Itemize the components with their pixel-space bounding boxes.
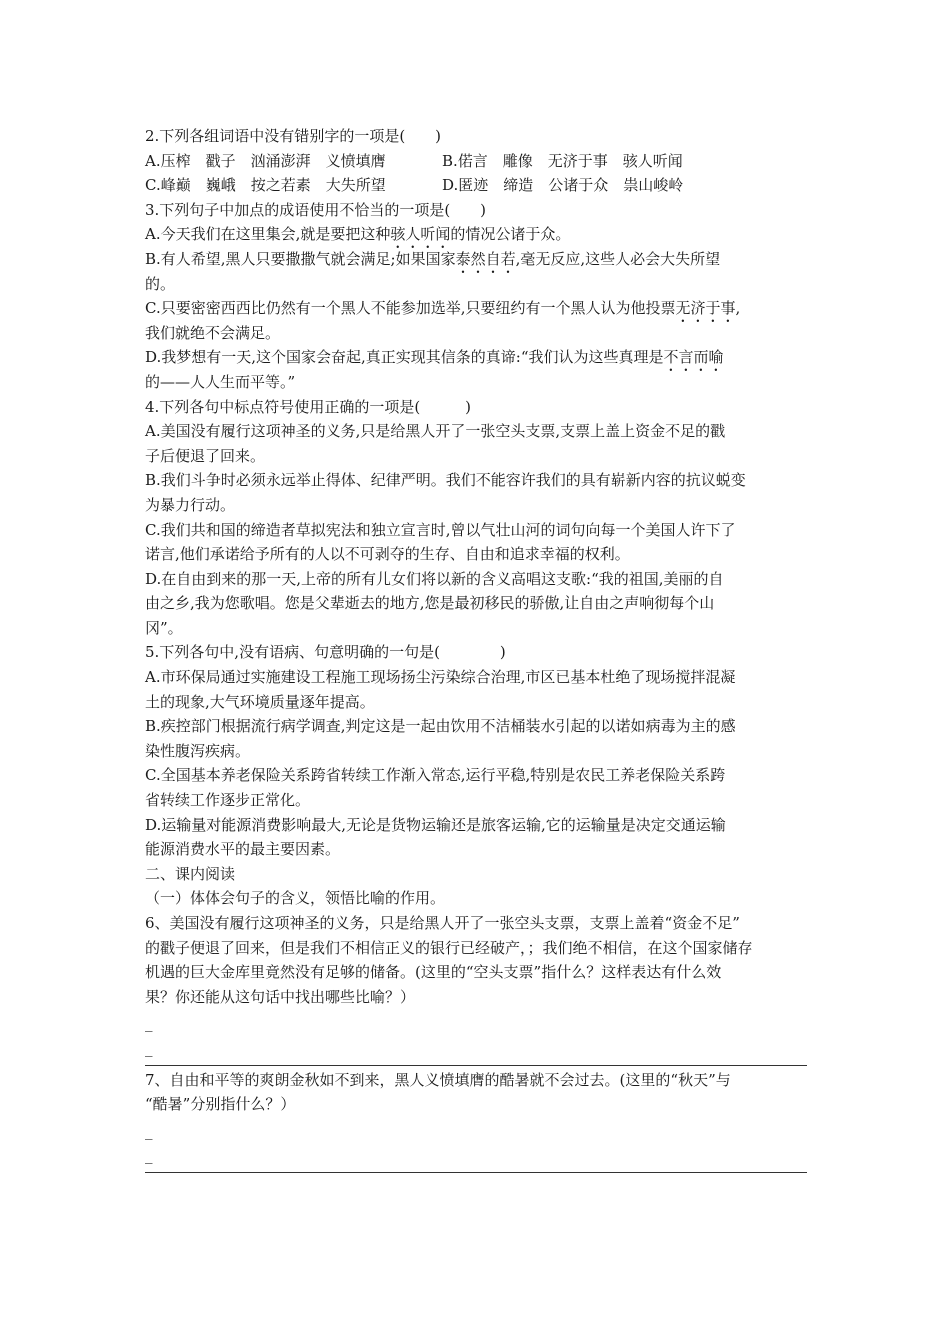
q6-text-line-4: 果？你还能从这句话中找出哪些比喻？） (145, 987, 416, 1006)
q4-option-c: C.我们共和国的缔造者草拟宪法和独立宣言时,曾以气壮山河的词句向每一个美国人许下了 (145, 520, 736, 539)
q3-a-text-end: 的情况公诸于众。 (450, 225, 571, 244)
section-2-subtitle: （一）体体会句子的含义，领悟比喻的作用。 (145, 889, 446, 908)
q3-a-dotted-idiom: 骇人听闻 (390, 225, 451, 244)
q5-option-c: C.全国基本养老保险关系跨省转续工作渐入常态,运行平稳,特别是农民工养老保险关系跨 (145, 766, 726, 785)
q7-answer-line (145, 1172, 807, 1173)
q3-stem: 3.下列句子中加点的成语使用不恰当的一项是( ) (145, 200, 487, 219)
q7-answer-blank-1[interactable]: _ (145, 1121, 153, 1140)
q4-option-c-cont: 诺言,他们承诺给予所有的人以不可剥夺的生存、自由和追求幸福的权利。 (145, 545, 630, 564)
q3-d-text: D.我梦想有一天,这个国家会奋起,真正实现其信条的真谛:“我们认为这些真理是 (145, 348, 664, 367)
q5-option-b: B.疾控部门根据流行病学调查,判定这是一起由饮用不洁桶装水引起的以诺如病毒为主的感 (145, 717, 736, 736)
q3-b-dotted-idiom: 泰然自若 (455, 249, 516, 268)
q3-option-a (145, 222, 807, 247)
q2-options-row-1 (145, 149, 807, 174)
q7-text-line-2: “酷暑”分别指什么？） (145, 1095, 296, 1114)
q3-b-text-end: ,毫无反应,这些人必会大失所望 (515, 249, 721, 268)
q2-option-c: C.峰巅 巍峨 按之若素 大失所望 (145, 176, 386, 195)
q3-c-dotted-idiom: 无济于事 (675, 299, 736, 318)
q4-stem: 4.下列各句中标点符号使用正确的一项是( ) (145, 397, 472, 416)
q2-stem: 2.下列各组词语中没有错别字的一项是( ) (145, 127, 442, 145)
q6-text-line-1: 6、美国没有履行这项神圣的义务，只是给黑人开了一张空头支票，支票上盖着“资金不足” (145, 914, 740, 932)
q3-option-c-cont: 我们就绝不会满足。 (145, 323, 281, 342)
q5-option-d: D.运输量对能源消费影响最大,无论是货物运输还是旅客运输,它的运输量是决定交通运输 (145, 815, 726, 834)
q3-a-text: A.今天我们在这里集会,就是要把这种 (145, 225, 391, 244)
worksheet-page (145, 124, 807, 1173)
q2-option-d: D.匿迹 缔造 公诸于众 祟山峻岭 (442, 176, 684, 195)
q5-option-d-cont: 能源消费水平的最主要因素。 (145, 840, 341, 859)
q4-option-d-cont-2: 冈”。 (145, 618, 183, 637)
q3-option-d (145, 345, 807, 370)
q4-option-d: D.在自由到来的那一天,上帝的所有儿女们将以新的含义高唱这支歌:“我的祖国,美丽的自 (145, 569, 724, 588)
q3-b-text: B.有人希望,黑人只要撒撒气就会满足;如果国家 (145, 249, 456, 268)
q5-stem: 5.下列各句中,没有语病、句意明确的一句是( ) (145, 643, 506, 662)
q3-option-d-cont: 的——人人生而平等。” (145, 372, 296, 391)
q5-option-c-cont: 省转续工作逐步正常化。 (145, 791, 311, 810)
q2-options-row-2 (145, 173, 807, 198)
q4-option-a: A.美国没有履行这项神圣的义务,只是给黑人开了一张空头支票,支票上盖上资金不足的戳 (145, 422, 726, 441)
q2-option-a: A.压榨 戳子 汹涌澎湃 义愤填膺 (145, 151, 386, 170)
q6-text-line-2: 的戳子便退了回来，但是我们不相信正义的银行已经破产，；我们绝不相信，在这个国家储存 (145, 938, 753, 957)
section-2-title: 二、课内阅读 (145, 864, 236, 883)
q5-option-a: A.市环保局通过实施建设工程施工现场扬尘污染综合治理,市区已基本杜绝了现场搅拌混凝 (145, 668, 736, 687)
q6-answer-blank-2[interactable]: _ (145, 1038, 153, 1057)
q6-answer-blank-1[interactable]: _ (145, 1014, 153, 1033)
q5-option-b-cont: 染性腹泻疾病。 (145, 741, 251, 760)
q5-option-a-cont: 土的现象,大气环境质量逐年提高。 (145, 692, 375, 711)
q3-d-dotted-idiom: 不言而喻 (663, 348, 724, 367)
q4-option-a-cont: 子后便退了回来。 (145, 446, 266, 465)
q2-option-b: B.偌言 雕像 无济于事 骇人听闻 (442, 151, 683, 170)
q3-option-c (145, 296, 807, 321)
q3-option-b-cont: 的。 (145, 274, 176, 293)
q4-option-d-cont: 由之乡,我为您歌唱。您是父辈逝去的地方,您是最初移民的骄傲,让自由之声响彻每个山 (145, 594, 715, 613)
q3-c-text-end: , (735, 299, 741, 318)
q4-option-b: B.我们斗争时必须永远举止得体、纪律严明。我们不能容许我们的具有崭新内容的抗议蜕变 (145, 471, 746, 490)
q6-answer-line (145, 1065, 807, 1066)
q4-option-b-cont: 为暴力行动。 (145, 495, 236, 514)
q7-text-line-1: 7、自由和平等的爽朗金秋如不到来，黑人义愤填膺的酷暑就不会过去。(这里的“秋天”与 (145, 1070, 731, 1089)
q6-text-line-3: 机遇的巨大金库里竟然没有足够的储备。(这里的“空头支票”指什么？这样表达有什么效 (145, 963, 722, 982)
q3-option-b (145, 247, 807, 272)
q7-answer-blank-2[interactable]: _ (145, 1146, 153, 1165)
q3-c-text: C.只要密密西西比仍然有一个黑人不能参加选举,只要纽约有一个黑人认为他投票 (145, 299, 676, 318)
